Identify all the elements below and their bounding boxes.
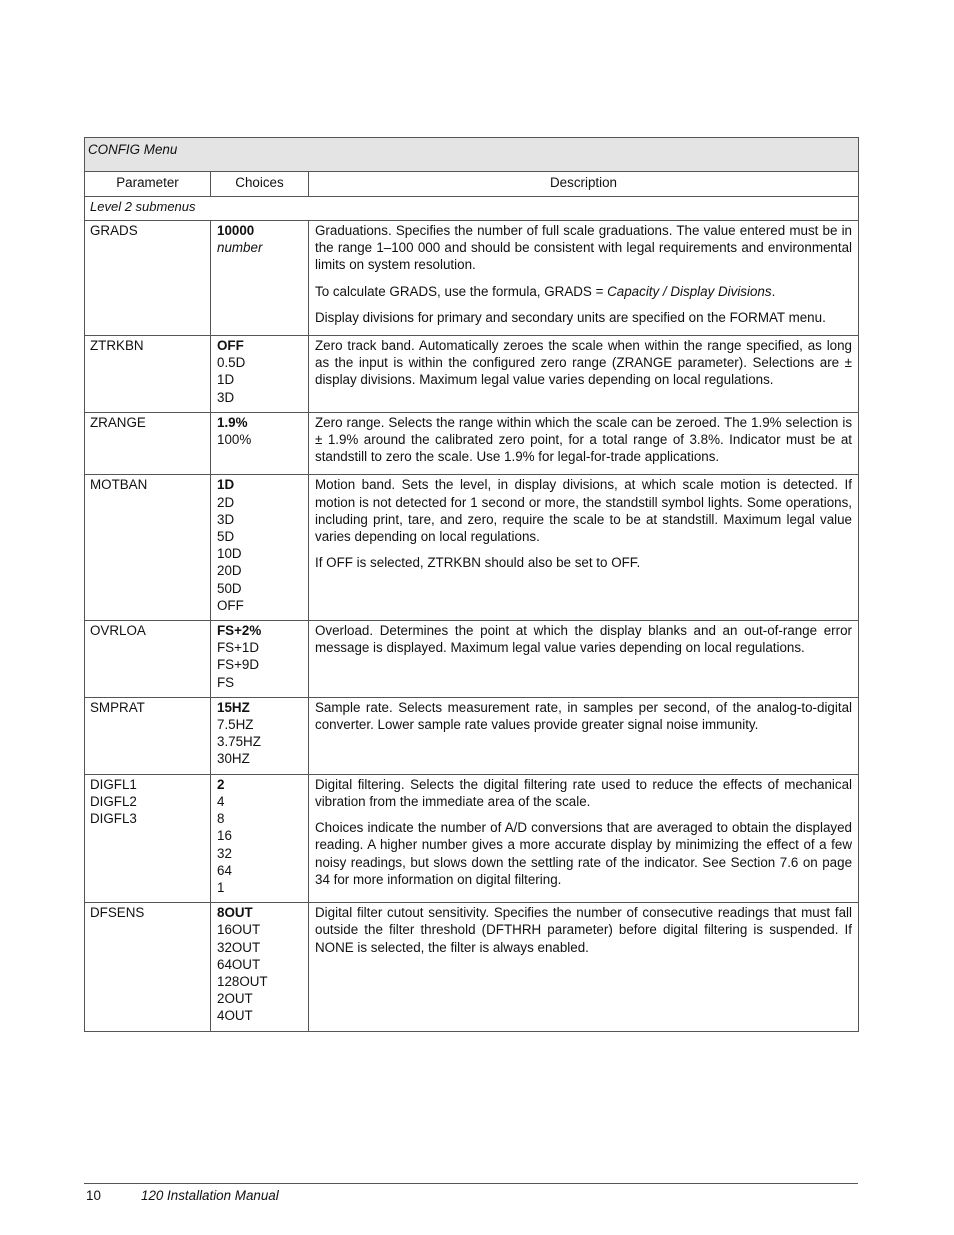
parameter-cell <box>85 336 211 413</box>
default-choice: 8OUT <box>217 905 253 921</box>
choice-option: 128OUT <box>217 973 268 989</box>
choice-option: FS <box>217 674 235 690</box>
description-cell <box>309 697 859 774</box>
column-header-description: Description <box>309 172 859 197</box>
description-paragraph <box>315 476 852 545</box>
description-paragraph <box>315 337 852 389</box>
parameter-name: GRADS <box>90 223 138 238</box>
choice-option: 16OUT <box>217 922 261 938</box>
description-text: If OFF is selected, ZTRKBN should also be set to OFF. <box>315 555 641 571</box>
choice-option: 7.5HZ <box>217 717 254 733</box>
choice-option: 32 <box>217 845 232 861</box>
choice-option: 64OUT <box>217 956 261 972</box>
column-header-parameter: Parameter <box>85 172 211 197</box>
parameter-name: MOTBAN <box>90 477 148 493</box>
parameter-name: ZTRKBN <box>90 338 144 354</box>
table-row <box>85 903 859 1031</box>
table-title: CONFIG Menu <box>85 138 859 172</box>
description-paragraph <box>315 222 852 274</box>
choices-cell <box>211 774 309 902</box>
description-text: Motion band. Sets the level, in display divisions, at which scale motion is detected. If motion is not detected for 1 second or more, the standstill symbol lights. Some operations, including print, tare, and zero, require the scale to be at standstill. Maximum legal value varies depending on local regulations. <box>315 477 853 545</box>
choice-option: 30HZ <box>217 751 250 767</box>
description-text: Graduations. Specifies the number of full scale graduations. The value entered must be in the range 1–100 000 and should be consistent with legal requirements and environmental limits on system resolution. <box>315 223 853 273</box>
description-text: Digital filtering. Selects the digital filtering rate used to reduce the effects of mechanical vibration from the immediate area of the scale. <box>315 776 853 809</box>
manual-title: 120 Installation Manual <box>141 1188 279 1203</box>
choice-option: 20D <box>217 563 242 579</box>
choice-option: 32OUT <box>217 939 261 955</box>
default-choice: 10000 <box>217 223 255 238</box>
choice-option: 4OUT <box>217 1008 253 1024</box>
choices-cell <box>211 621 309 698</box>
parameter-cell <box>85 903 211 1031</box>
default-choice: FS+2% <box>217 623 262 639</box>
table-row <box>85 697 859 774</box>
choice-option: number <box>217 240 263 256</box>
choices-cell <box>211 221 309 336</box>
description-cell <box>309 412 859 475</box>
parameter-cell <box>85 774 211 902</box>
parameter-cell <box>85 621 211 698</box>
default-choice: 1.9% <box>217 414 248 430</box>
page-number: 10 <box>86 1188 101 1203</box>
choice-option: 2OUT <box>217 991 253 1007</box>
default-choice: 15HZ <box>217 699 250 715</box>
description-cell <box>309 774 859 902</box>
description-text: . <box>771 283 776 299</box>
description-text: Zero track band. Automatically zeroes the scale when within the range specified, as long as the input is within the configured zero range (ZRANGE parameter). Selections are ± display divisions. Maximum legal value varies depending on local regulations. <box>315 338 853 388</box>
description-paragraph <box>315 309 852 326</box>
description-paragraph <box>315 414 852 466</box>
description-paragraph <box>315 554 852 571</box>
default-choice: OFF <box>217 338 244 354</box>
choice-option: 8 <box>217 811 225 827</box>
choice-option: 3D <box>217 511 235 527</box>
table-row <box>85 774 859 902</box>
table-row <box>85 221 859 336</box>
description-cell <box>309 336 859 413</box>
submenu-label: Level 2 submenus <box>85 197 859 221</box>
default-choice: 2 <box>217 776 225 792</box>
parameter-name: OVRLOA <box>90 623 146 639</box>
parameter-name: DIGFL2 <box>90 793 137 809</box>
choice-option: 16 <box>217 828 232 844</box>
description-paragraph <box>315 622 852 656</box>
description-text: Choices indicate the number of A/D conversions that are averaged to obtain the displayed reading. A higher number gives a more accurate display by minimizing the effect of a few noisy readings, but slows down the settling rate of the indicator. See Section 7.6 on page 34 for more information on digital filtering. <box>315 820 853 887</box>
parameter-cell <box>85 697 211 774</box>
parameter-cell <box>85 412 211 475</box>
column-header-choices: Choices <box>211 172 309 197</box>
choices-cell <box>211 903 309 1031</box>
choice-option: FS+9D <box>217 657 260 673</box>
choice-option: 5D <box>217 529 235 545</box>
description-text: Display divisions for primary and secondary units are specified on the FORMAT menu. <box>315 309 826 325</box>
description-paragraph <box>315 776 852 810</box>
parameter-name: ZRANGE <box>90 414 146 430</box>
description-text: Digital filter cutout sensitivity. Specifies the number of consecutive readings that must fall outside the filter threshold (DFTHRH parameter) before digital filtering is suspended. If NONE is selected, the filter is always enabled. <box>315 905 853 955</box>
description-text: Sample rate. Selects measurement rate, in samples per second, of the analog-to-digital converter. Lower sample rate values provide greater signal noise immunity. <box>315 699 853 733</box>
table-row <box>85 621 859 698</box>
description-cell <box>309 621 859 698</box>
description-text: Capacity / Display Divisions <box>607 283 772 299</box>
description-text: Overload. Determines the point at which the display blanks and an out-of-range error message is displayed. Maximum legal value varies depending on local regulations. <box>315 623 853 656</box>
description-cell <box>309 221 859 336</box>
choices-cell <box>211 697 309 774</box>
footer-rule <box>84 1183 858 1184</box>
header-row <box>85 172 859 197</box>
choice-option: 1D <box>217 372 235 388</box>
choices-cell <box>211 475 309 621</box>
choice-option: 0.5D <box>217 355 246 371</box>
description-paragraph <box>315 283 852 300</box>
description-paragraph <box>315 904 852 956</box>
choice-option: OFF <box>217 597 244 613</box>
config-menu-table <box>84 137 859 1032</box>
description-paragraph <box>315 699 852 733</box>
parameter-name: SMPRAT <box>90 699 145 715</box>
parameter-name: DIGFL1 <box>90 776 137 792</box>
choice-option: 64 <box>217 862 232 878</box>
choice-option: 10D <box>217 546 242 562</box>
choice-option: 1 <box>217 879 225 895</box>
choice-option: 3.75HZ <box>217 734 261 750</box>
choice-option: 50D <box>217 580 242 596</box>
parameter-name: DIGFL3 <box>90 811 137 827</box>
parameter-cell <box>85 475 211 621</box>
choice-option: 2D <box>217 494 235 510</box>
choice-option: 4 <box>217 793 225 809</box>
description-text: To calculate GRADS, use the formula, GRADS = <box>315 283 608 299</box>
choice-option: 3D <box>217 389 235 405</box>
description-cell <box>309 903 859 1031</box>
choice-option: FS+1D <box>217 640 260 656</box>
default-choice: 1D <box>217 477 235 493</box>
table-row <box>85 412 859 475</box>
parameter-cell <box>85 221 211 336</box>
choice-option: 100% <box>217 432 252 448</box>
choices-cell <box>211 412 309 475</box>
description-text: Zero range. Selects the range within which the scale can be zeroed. The 1.9% selection is ± 1.9% around the calibrated zero point, for a total range of 3.8%. Indicator must be at standstill to zero the scale. Use 1.9% for legal-for-trade applications. <box>315 414 853 465</box>
description-cell <box>309 475 859 621</box>
table-row <box>85 475 859 621</box>
choices-cell <box>211 336 309 413</box>
description-paragraph <box>315 819 852 888</box>
table-row <box>85 336 859 413</box>
parameter-name: DFSENS <box>90 905 145 921</box>
